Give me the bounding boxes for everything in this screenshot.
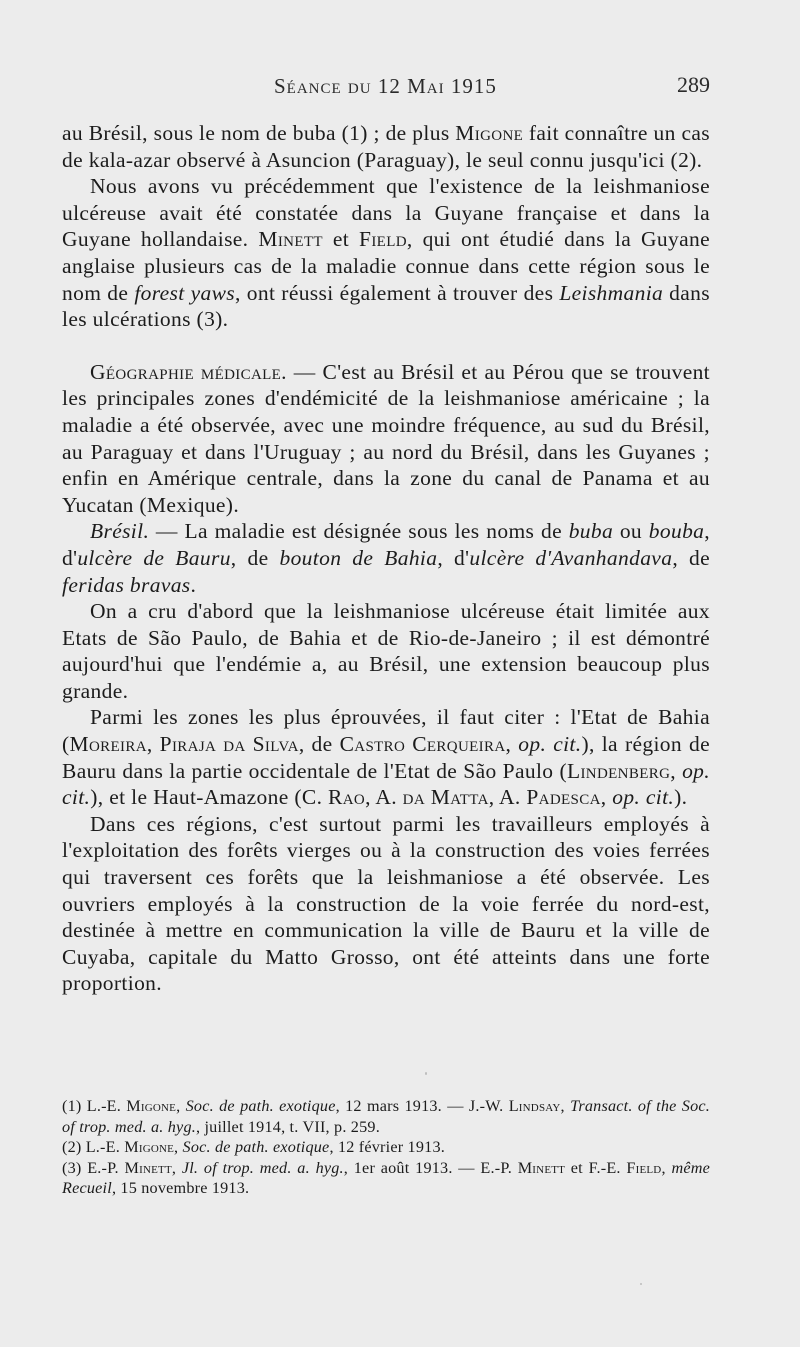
paragraph-1 (62, 120, 710, 173)
author-name: Lindsay (508, 1097, 561, 1115)
author-name: Minett (517, 1158, 566, 1177)
paragraph-4 (62, 518, 710, 598)
text-run: , 1er août 1913. — E.-P. (343, 1158, 518, 1177)
author-name: Minett (258, 227, 323, 252)
author-name: Rao (328, 785, 366, 810)
text-run: , 12 février 1913. (329, 1138, 445, 1157)
italic-term: feridas bravas (62, 572, 191, 597)
text-run: Nous avons vu précédemment que l'existence de la leishmaniose ulcéreuse avait été constatée dans la Guyane française et dans la Guyane hollandaise. (62, 174, 710, 252)
text-run: Dans ces régions, c'est surtout parmi les travailleurs employés à l'exploitation des forêts vierges ou à la construction des voies ferrées qui traversent ces forêts que la leishmaniose a été observée. Les ouvriers employés à la construction de la voie ferrée du nord-est, destinée à mettre en communication la ville de Bauru et la ville de Cuyaba, capitale du Matto Grosso, ont été atteints dans une forte proportion. (62, 811, 710, 996)
section-heading: Géographie médicale. (90, 359, 287, 384)
author-name: Lindenberg (566, 758, 671, 783)
italic-term: forest yaws (134, 280, 236, 305)
author-name: Minett (124, 1158, 172, 1177)
journal-title: Soc. de path. exotique (185, 1097, 336, 1115)
italic-term: bouton de Bahia (279, 545, 438, 570)
footnotes (62, 1096, 710, 1199)
paragraph-6 (62, 704, 710, 810)
text-run: , (505, 732, 519, 757)
text-run: , 15 novembre 1913. (111, 1179, 250, 1198)
author-name: Castro Cerqueira (339, 732, 506, 757)
text-run: , (176, 1097, 186, 1115)
citation-abbrev: op. cit. (612, 785, 675, 810)
citation-abbrev: op. cit. (518, 732, 582, 757)
page-number: 289 (677, 72, 710, 97)
paper-speck (640, 1283, 642, 1285)
text-run: , d' (62, 519, 710, 570)
footnote-2 (62, 1137, 710, 1158)
page-header (62, 68, 710, 102)
text-run: , (670, 758, 683, 783)
text-run: , A. (488, 785, 527, 810)
text-run: et F.-E. (565, 1158, 627, 1177)
text-run: , d' (437, 545, 470, 570)
text-run: , juillet 1914, t. VII, p. 259. (195, 1117, 380, 1136)
italic-term: ulcère de Bauru (77, 545, 231, 570)
journal-title: même Recueil (62, 1158, 711, 1198)
text-run: fait connaître un cas de kala-azar observé à Asuncion (Paraguay), le seul connu jusqu'ici (2). (62, 121, 710, 172)
author-name: Migone (124, 1138, 175, 1157)
text-run: , (171, 1158, 182, 1177)
text-run: Parmi les zones les plus éprouvées, il faut citer : l'Etat de Bahia ( (62, 705, 710, 757)
author-name: Field (359, 227, 407, 252)
paragraph-3 (62, 359, 710, 519)
text-run: On a cru d'abord que la leishmaniose ulcéreuse était limitée aux Etats de São Paulo, de Bahia et de Rio-de-Janeiro ; il est démontré aujourd'hui que l'endémie a, au Brésil, une extension beaucoup plus grande. (62, 599, 710, 703)
text-run: , de (672, 545, 711, 570)
text-run: , de (230, 545, 280, 570)
text-run: — C'est au Brésil et au Pérou que se trouvent les principales zones d'endémicité de la leishmaniose américaine ; la maladie a été observée, avec une moindre fréquence, au sud du Brésil, au Paraguay et dans l'Uruguay ; au nord du Brésil, dans les Guyanes ; enfin en Amérique centrale, dans la zone du canal de Panama et au Yucatan (Mexique). (62, 359, 711, 517)
subsection-heading: Brésil. (90, 519, 150, 544)
author-name: da Matta (402, 785, 489, 810)
italic-term: bouba (648, 519, 705, 544)
paragraph-5 (62, 598, 710, 704)
text-run: (1) L.-E. (62, 1097, 127, 1115)
text-run: — La maladie est désignée sous les noms de (149, 519, 569, 544)
text-run: (3) E.-P. (62, 1158, 125, 1177)
author-name: Migone (455, 121, 524, 145)
footnote-1 (62, 1096, 710, 1137)
text-run: , ont réussi également à trouver des (235, 280, 560, 305)
text-run: , (661, 1158, 672, 1177)
italic-term: ulcère d'Avanhandava (469, 545, 673, 570)
text-run: de (304, 732, 340, 757)
text-run: , (560, 1097, 571, 1115)
text-run: , (174, 1138, 183, 1157)
text-run: ). (674, 785, 688, 810)
paragraph-2 (62, 173, 710, 333)
text-run: dans les ulcérations (3). (62, 280, 710, 332)
main-text (62, 120, 710, 997)
text-run: ), la région de Bauru dans la partie occidentale de l'Etat de São Paulo ( (62, 732, 710, 783)
text-run: et (322, 227, 360, 252)
running-title: Séance du 12 Mai 1915 (274, 74, 497, 98)
author-name: Padesca (526, 785, 601, 810)
citation-abbrev: op. cit. (62, 758, 711, 810)
paper-speck (425, 1072, 427, 1075)
text-run: ou (613, 519, 649, 544)
text-run: au Brésil, sous le nom de buba (1) ; de plus (62, 121, 456, 145)
italic-term: Leishmania (559, 280, 664, 305)
journal-title: Soc. de path. exotique (182, 1138, 330, 1157)
text-run: . (190, 572, 197, 597)
text-run: ), et le Haut-Amazone (C. (90, 785, 329, 810)
author-name: Migone (126, 1097, 177, 1115)
text-run: , A. (365, 785, 403, 810)
paragraph-7 (62, 811, 710, 997)
author-name: Field (626, 1158, 662, 1177)
journal-title: Transact. of the Soc. of trop. med. a. hyg. (62, 1097, 710, 1136)
text-run: , qui ont étudié dans la Guyane anglaise plusieurs cas de la maladie connue dans cette région sous le nom de (62, 227, 710, 305)
author-name: Moreira, Piraja da Silva, (69, 732, 305, 757)
footnote-3 (62, 1158, 710, 1199)
journal-title: Jl. of trop. med. a. hyg. (181, 1158, 344, 1177)
text-run: (2) L.-E. (62, 1138, 125, 1157)
text-run: , 12 mars 1913. — J.-W. (335, 1097, 509, 1115)
italic-term: buba (568, 519, 614, 544)
text-run: , (600, 785, 613, 810)
